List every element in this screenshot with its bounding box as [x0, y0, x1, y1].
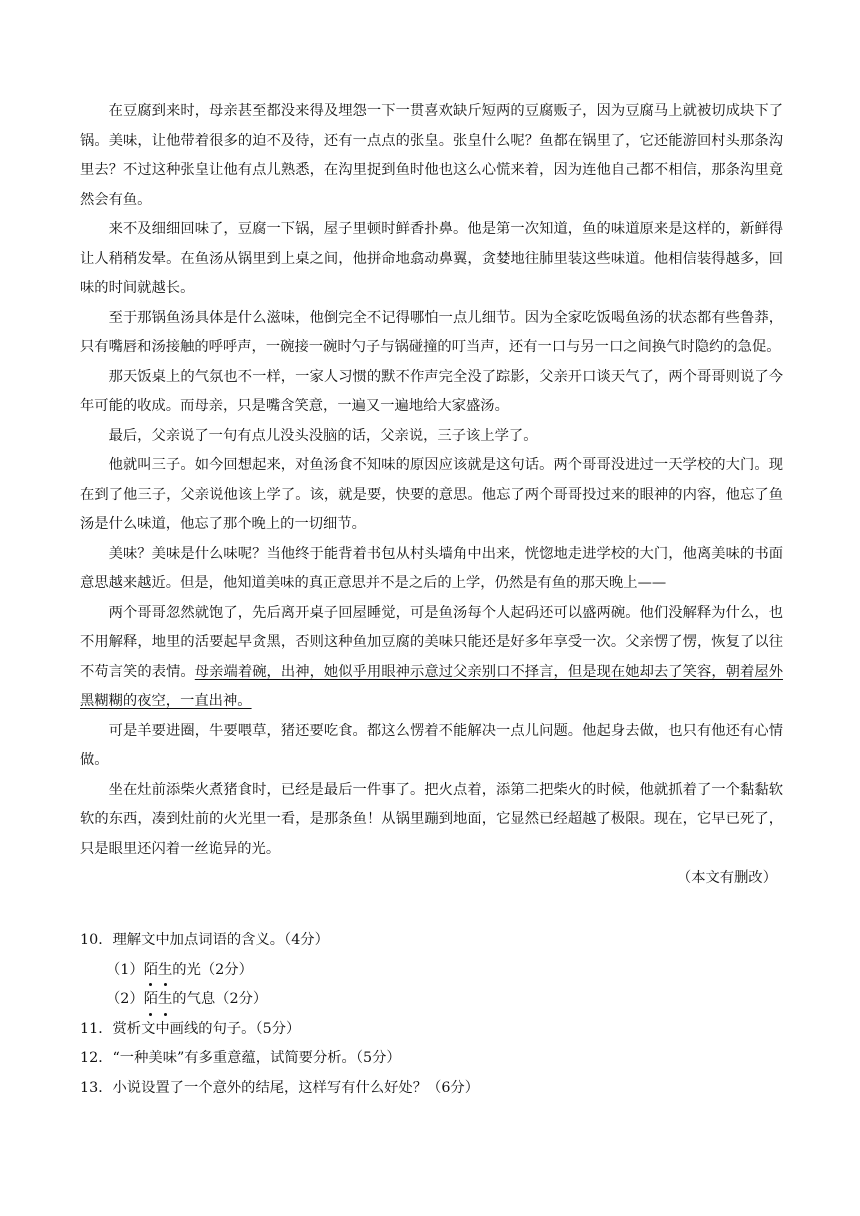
underlined-sentence: 母亲端着碗，出神，她似乎用眼神示意过父亲别口不择言，但是现在她却去了笑容，朝着屋外黑糊糊的夜空，一直出神。 [80, 663, 784, 709]
question-10-2-text: 的气息（2分） [172, 991, 268, 1007]
question-list [80, 926, 783, 1103]
paragraph-2: 来不及细细回味了，豆腐一下锅，屋子里顿时鲜香扑鼻。他是第一次知道，鱼的味道原来是这样的，新鲜得让人稍稍发晕。在鱼汤从锅里到上桌之间，他拼命地翕动鼻翼，贪婪地往肺里装这些味道。他相信装得越多，回味的时间就越长。 [80, 221, 783, 296]
paragraph-1: 在豆腐到来时，母亲甚至都没来得及埋怨一下一贯喜欢缺斤短两的豆腐贩子，因为豆腐马上就被切成块下了锅。美味，让他带着很多的迫不及待，还有一点点的张皇。张皇什么呢？鱼都在锅里了，它还能游回村头那条沟里去？不过这种张皇让他有点儿熟悉，在沟里捉到鱼时他也这么心慌来着，因为连他自己都不相信，那条沟里竟然会有鱼。 [80, 103, 783, 208]
question-11: 11．赏析文中画线的句子。（5分） [80, 1020, 301, 1037]
question-13: 13．小说设置了一个意外的结尾，这样写有什么好处？（6分） [80, 1079, 480, 1096]
dotted-char: 生 [158, 956, 172, 986]
question-10-1-text: 的光（2分） [172, 961, 253, 978]
question-10-1-number: （1） [106, 961, 144, 978]
dotted-char: 生 [158, 985, 172, 1015]
paragraph-8-text: 两个哥哥忽然就饱了，先后离开桌子回屋睡觉，可是鱼汤每个人起码还可以盛两碗。他们没解释为什么，也不用解释，地里的活要起早贪黑，否则这种鱼加豆腐的美味只能还是好多年享受一次。父亲愣了愣，恢复了以往不苟言笑的表情。 [80, 604, 783, 680]
paragraph-6: 他就叫三子。如今回想起来，对鱼汤食不知味的原因应该就是这句话。两个哥哥没进过一天学校的大门。现在到了他三子，父亲说他该上学了。该，就是要，快要的意思。他忘了两个哥哥投过来的眼神的内容，他忘了鱼汤是什么味道，他忘了那个晚上的一切细节。 [80, 457, 783, 532]
dotted-char: 陌 [144, 956, 158, 986]
paragraph-8 [80, 599, 783, 717]
dotted-char: 陌 [144, 985, 158, 1015]
paragraph-10: 坐在灶前添柴火煮猪食时，已经是最后一件事了。把火点着，添第二把柴火的时候，他就抓着了一个黏黏软软的东西，凑到灶前的火光里一看，是那条鱼！从锅里蹦到地面，它显然已经超越了极限。现在，它早已死了，只是眼里还闪着一丝诡异的光。 [80, 781, 783, 857]
question-10-1 [80, 956, 783, 986]
dotted-word-2 [144, 991, 173, 1007]
question-12: 12．“一种美味”有多重意蕴，试简要分析。（5分） [80, 1050, 401, 1066]
revision-note: （本文有删改） [676, 870, 777, 886]
paragraph-5: 最后，父亲说了一句有点儿没头没脑的话，父亲说，三子该上学了。 [108, 427, 538, 444]
paragraph-4: 那天饭桌上的气氛也不一样，一家人习惯的默不作声完全没了踪影，父亲开口谈天气了，两个哥哥则说了今年可能的收成。而母亲，只是嘴含笑意，一遍又一遍地给大家盛汤。 [80, 368, 783, 414]
paragraph-7: 美味？美味是什么味呢？当他终于能背着书包从村头墙角中出来，恍惚地走进学校的大门，他离美味的书面意思越来越近。但是，他知道美味的真正意思并不是之后的上学，仍然是有鱼的那天晚上—— [80, 545, 783, 591]
question-10-2 [80, 985, 783, 1015]
dotted-word-1 [144, 962, 173, 978]
question-10: 10．理解文中加点词语的含义。（4分） [80, 932, 329, 948]
paragraph-9: 可是羊要进圈，牛要喂草，猪还要吃食。都这么愣着不能解决一点儿问题。他起身去做，也只有他还有心情做。 [80, 722, 783, 768]
paragraph-3: 至于那锅鱼汤具体是什么滋味，他倒完全不记得哪怕一点儿细节。因为全家吃饭喝鱼汤的状态都有些鲁莽，只有嘴唇和汤接触的呼呼声，一碗接一碗时勺子与锅碰撞的叮当声，还有一口与另一口之间换气时隐约的急促。 [80, 309, 783, 355]
story-text [80, 97, 783, 894]
question-10-2-number: （2） [106, 991, 144, 1007]
